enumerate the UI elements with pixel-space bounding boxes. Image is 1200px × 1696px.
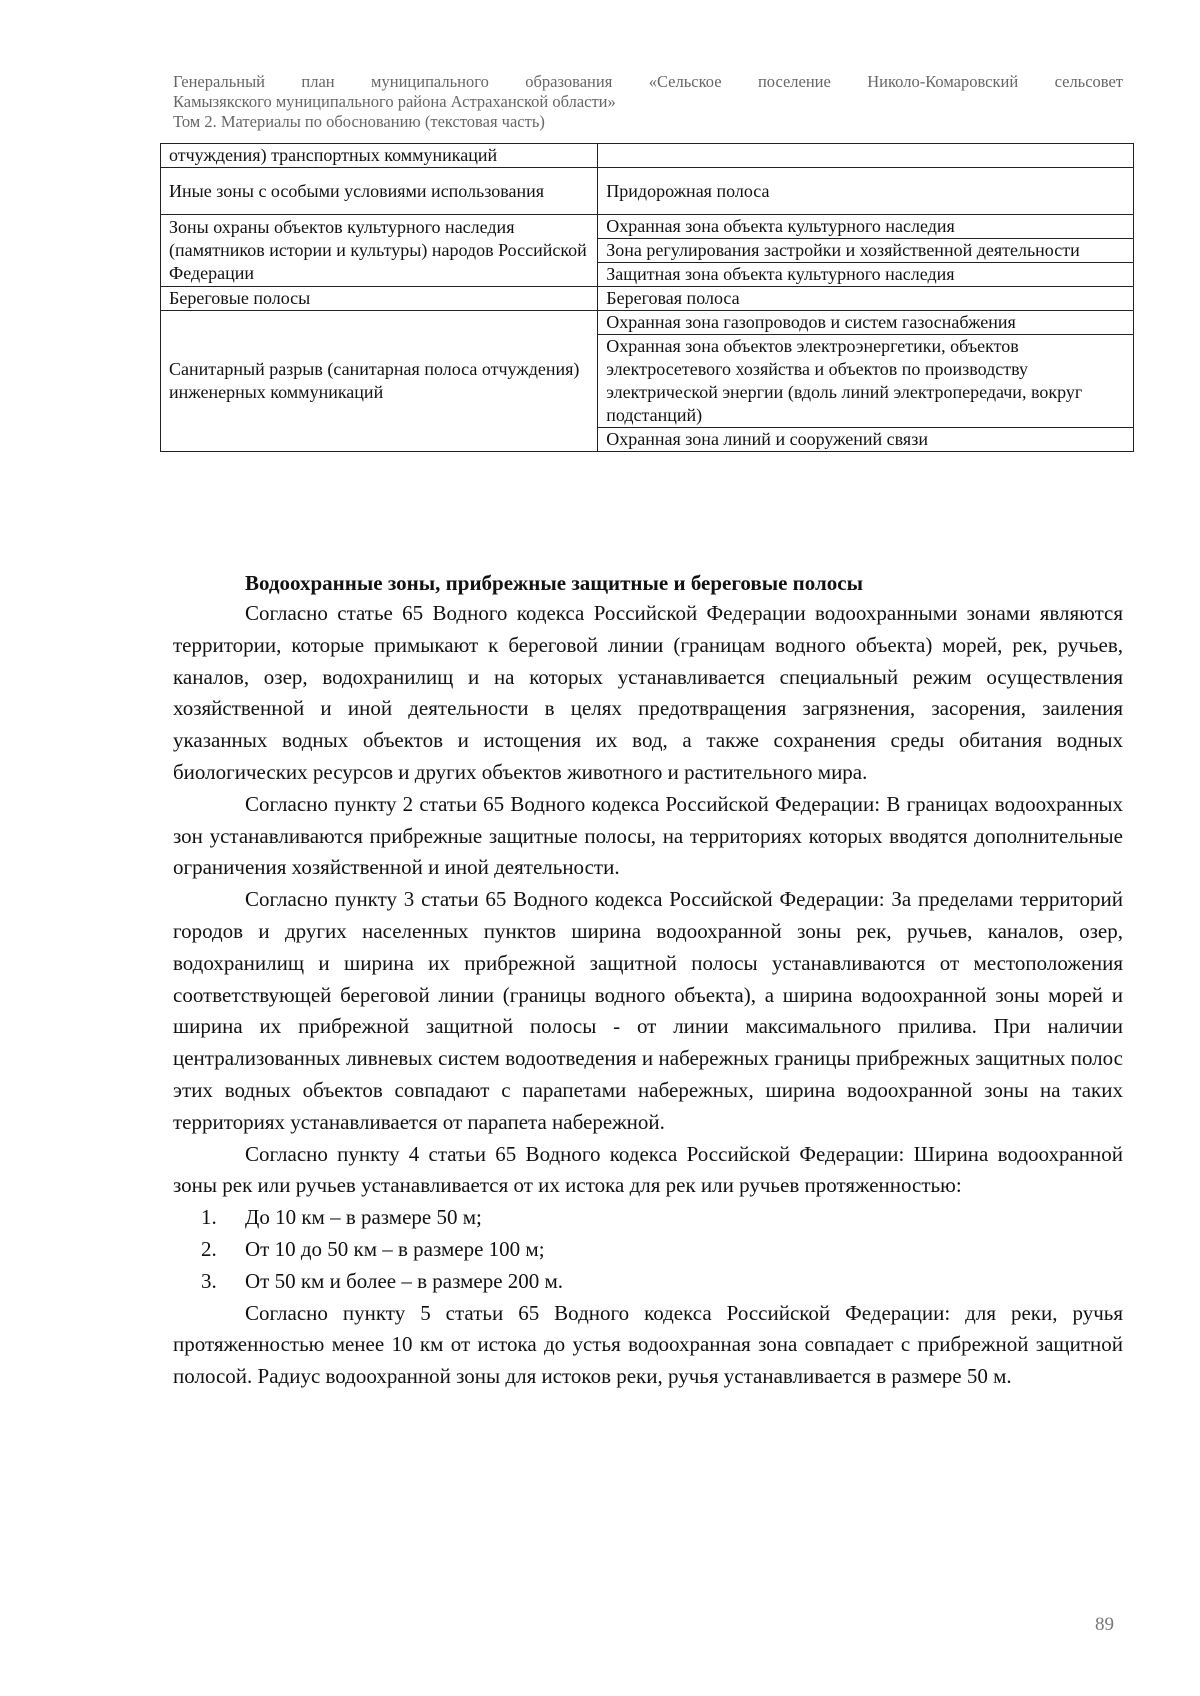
list-item-text: До 10 км – в размере 50 м; [245,1205,482,1230]
table-cell-item: Зона регулирования застройки и хозяйственной деятельности [598,239,1134,263]
table-cell-item: Охранная зона линий и сооружений связи [598,428,1134,452]
paragraph: Согласно пункту 3 статьи 65 Водного кодекса Российской Федерации: За пределами территорий городов и других населенных пунктов ширина водоохранной зоны рек, ручьев, каналов, озер, водохранилищ и ширина их прибрежной защитной полосы устанавливаются от местоположения соответствующей береговой линии (границы водного объекта), а ширина водоохранной зоны морей и ширина их прибрежной защитной полосы - от линии максимального прилива. При наличии централизованных ливневых систем водоотведения и набережных границы прибрежных защитных полос этих водных объектов совпадают с парапетами набережных, ширина водоохранной зоны на таких территориях устанавливается от парапета набережной. [173,887,1123,1134]
table-cell-group: Санитарный разрыв (санитарная полоса отчуждения) инженерных коммуникаций [161,311,598,452]
header-line-2: Камызякского муниципального района Астраханской области» [173,92,616,111]
table-row [161,144,1134,168]
paragraph: Согласно пункту 5 статьи 65 Водного кодекса Российской Федерации: для реки, ручья протяженностью менее 10 км от истока до устья водоохранная зона совпадает с прибрежной защитной полосой. Радиус водоохранной зоны для истоков реки, ручья устанавливается в размере 50 м. [173,1300,1123,1389]
table-row [161,168,1134,215]
list-item [173,1234,1123,1266]
table-cell-group: Иные зоны с особыми условиями использования [161,168,598,215]
table-cell-item: Охранная зона объектов электроэнергетики, объектов электросетевого хозяйства и объектов по производству электрической энергии (вдоль линий электропередачи, вокруг подстанций) [598,335,1134,428]
table-row [161,287,1134,311]
list-item-text: От 50 км и более – в размере 200 м. [245,1268,564,1293]
table-cell-item [598,144,1134,168]
table-cell-item: Береговая полоса [598,287,1134,311]
list-item [173,1266,1123,1298]
page-number: 89 [1095,1614,1114,1635]
header-line-1: Генеральный план муниципального образования «Сельское поселение Николо-Комаровский сельсовет [173,72,1123,91]
list-item [173,1202,1123,1234]
table-cell-group: Зоны охраны объектов культурного наследия (памятников истории и культуры) народов Российской Федерации [161,215,598,287]
table-cell-item: Охранная зона газопроводов и систем газоснабжения [598,311,1134,335]
section-title: Водоохранные зоны, прибрежные защитные и береговые полосы [245,571,863,595]
running-header [173,72,1123,132]
table-row [161,311,1134,335]
table-cell-item: Охранная зона объекта культурного наследия [598,215,1134,239]
table-cell-item: Защитная зона объекта культурного наследия [598,263,1134,287]
list-item-text: От 10 до 50 км – в размере 100 м; [245,1236,545,1261]
body-text [173,598,1123,1393]
zones-table [160,143,1134,452]
table-cell-item: Придорожная полоса [598,168,1134,215]
paragraph: Согласно статье 65 Водного кодекса Российской Федерации водоохранными зонами являются территории, которые примыкают к береговой линии (границам водного объекта) морей, рек, ручьев, каналов, озер, водохранилищ и на которых устанавливается специальный режим осуществления хозяйственной и иной деятельности в целях предотвращения загрязнения, засорения, заиления указанных водных объектов и истощения их вод, а также сохранения среды обитания водных биологических ресурсов и других объектов животного и растительного мира. [173,601,1123,784]
width-list [173,1202,1123,1297]
list-item-number: 2. [201,1236,217,1261]
header-line-3: Том 2. Материалы по обоснованию (текстовая часть) [173,112,545,131]
table-row [161,215,1134,239]
paragraph: Согласно пункту 2 статьи 65 Водного кодекса Российской Федерации: В границах водоохранных зон устанавливаются прибрежные защитные полосы, на территориях которых вводятся дополнительные ограничения хозяйственной и иной деятельности. [173,791,1123,880]
list-item-number: 1. [201,1205,217,1230]
list-item-number: 3. [201,1268,217,1293]
paragraph: Согласно пункту 4 статьи 65 Водного кодекса Российской Федерации: Ширина водоохранной зоны рек или ручьев устанавливается от их истока для рек или ручьев протяженностью: [173,1141,1123,1198]
table-cell-group: отчуждения) транспортных коммуникаций [161,144,598,168]
table-cell-group: Береговые полосы [161,287,598,311]
